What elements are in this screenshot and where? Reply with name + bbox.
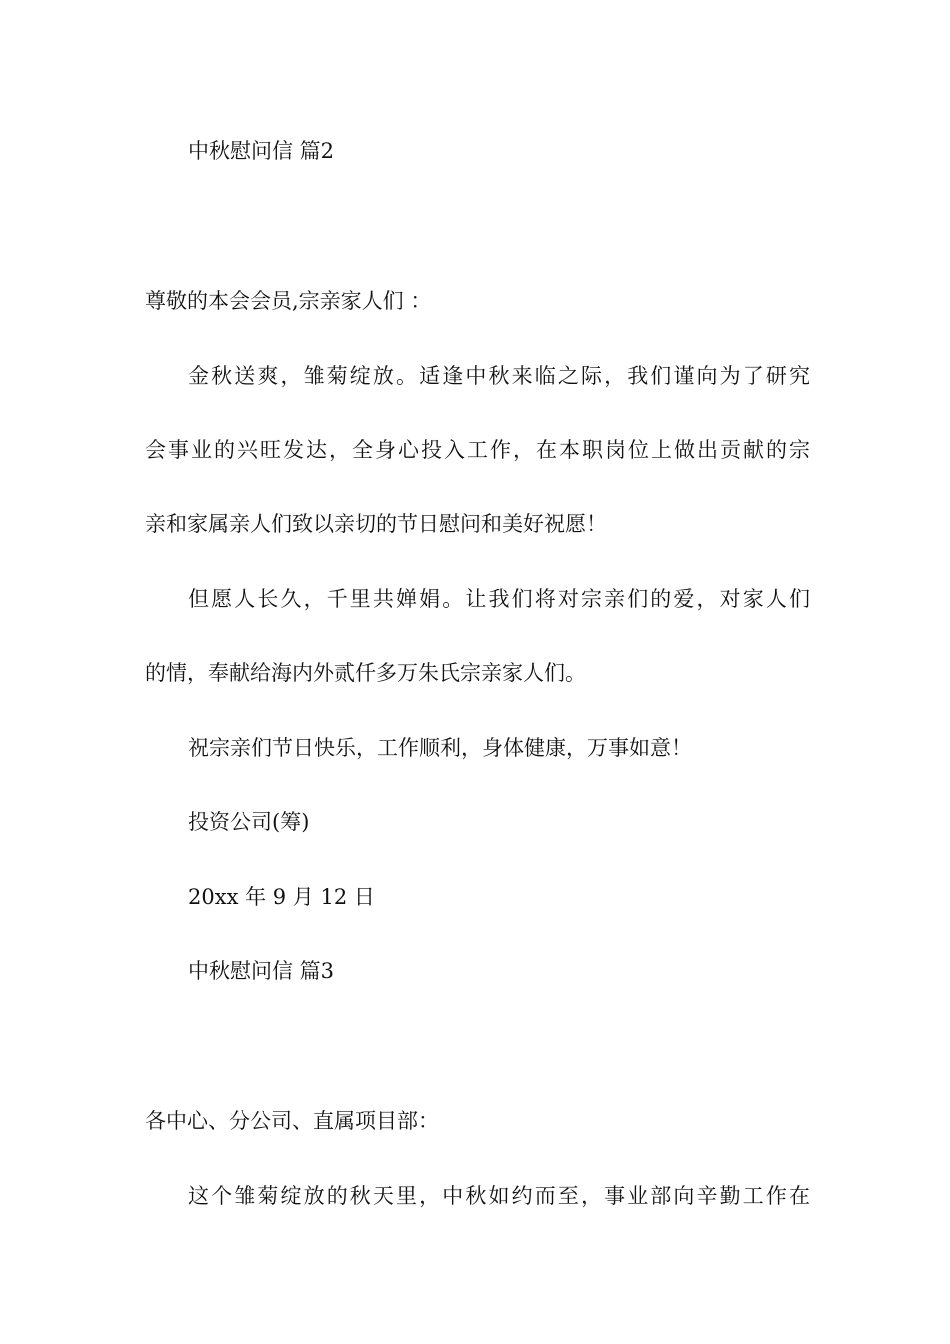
section-2-paragraph-2-line-1: 但愿人长久，千里共婵娟。让我们将对宗亲们的爱，对家人们: [188, 587, 810, 611]
section-2-paragraph-1-line-2: 会事业的兴旺发达，全身心投入工作，在本职岗位上做出贡献的宗: [145, 438, 810, 462]
section-2-salutation: 尊敬的本会会员,宗亲家人们 ：: [145, 289, 432, 313]
section-2-signature: 投资公司(筹): [188, 810, 310, 834]
section-2-wishes: 祝宗亲们节日快乐，工作顺利，身体健康，万事如意！: [188, 736, 692, 760]
section-2-date: 20xx 年 9 月 12 日: [188, 885, 375, 909]
section-3-salutation: 各中心、分公司、直属项目部：: [145, 1109, 439, 1133]
section-3-paragraph-1-line-1: 这个雏菊绽放的秋天里，中秋如约而至，事业部向辛勤工作在: [188, 1184, 810, 1208]
section-2-paragraph-1-line-1: 金秋送爽，雏菊绽放。适逢中秋来临之际，我们谨向为了研究: [188, 364, 810, 388]
section-2-heading: 中秋慰问信 篇2: [188, 139, 335, 163]
section-2-paragraph-2-line-2: 的情，奉献给海内外贰仟多万朱氏宗亲家人们。: [145, 661, 586, 685]
section-2-paragraph-1-line-3: 亲和家属亲人们致以亲切的节日慰问和美好祝愿！: [145, 512, 607, 536]
section-3-heading: 中秋慰问信 篇3: [188, 959, 335, 983]
